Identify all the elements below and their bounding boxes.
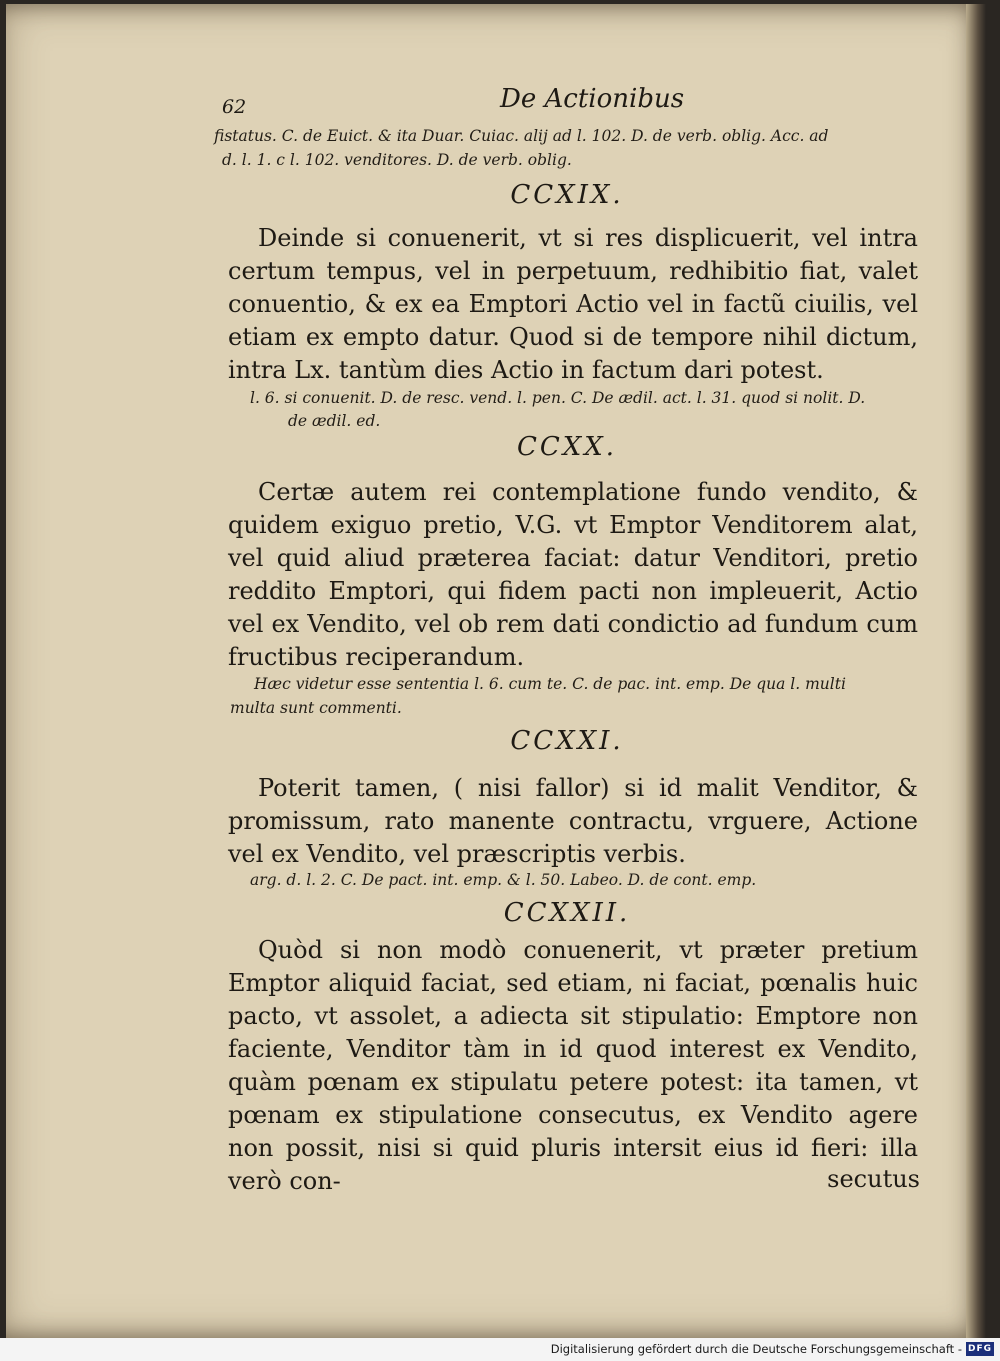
continuation-note-line-2: d. l. 1. c l. 102. venditores. D. de verb. oblig. — [222, 151, 572, 169]
section-heading-ccxxi: CCXXI. — [510, 726, 624, 756]
book-spine-edge — [966, 4, 986, 1338]
dfg-logo-icon: DFG — [967, 1344, 992, 1354]
section-note-ccxxi-line-1: arg. d. l. 2. C. De pact. int. emp. & l. 50. Labeo. D. de cont. emp. — [250, 871, 757, 889]
section-note-ccxx-line-1: Hæc videtur esse sententia l. 6. cum te. C. de pac. int. emp. De qua l. multi — [254, 675, 846, 693]
section-text-ccxxi: Poterit tamen, ( nisi fallor) si id malit Venditor, & promissum, rato manente contractu, vrguere, Actione vel ex Vendito, vel præscriptis verbis. — [228, 774, 918, 868]
section-text-ccxix: Deinde si conuenerit, vt si res displicuerit, vel intra certum tempus, vel in perpetuum, redhibitio fiat, valet conuentio, & ex ea Emptori Actio vel in factũ ciuilis, vel etiam ex empto datur. Quod si de tempore nihil dictum, intra Lx. tantùm dies Actio in factum dari potest. — [228, 224, 918, 384]
digitization-footer — [0, 1338, 1000, 1361]
section-heading-ccxxii: CCXXII. — [503, 898, 631, 928]
section-note-ccxx-line-2: multa sunt commenti. — [230, 699, 402, 717]
section-heading-ccxx: CCXX. — [516, 432, 618, 462]
section-text-ccxxii: Quòd si non modò conuenerit, vt præter pretium Emptor aliquid faciat, sed etiam, ni faciat, pœnalis huic pacto, vt assolet, a adiecta sit stipulatio: Emptore non faciente, Venditor tàm in id quod interest ex Vendito, quàm pœnam ex stipulatu petere potest: ita tamen, vt pœnam ex stipulatione consecutus, ex Vendito agere non possit, nisi si quid pluris intersit eius id fieri: illa verò con- — [228, 936, 918, 1195]
section-heading-ccxix: CCXIX. — [510, 180, 624, 210]
funding-notice: Digitalisierung gefördert durch die Deutsche Forschungsgemeinschaft - — [550, 1342, 962, 1356]
continuation-note-line-1: fistatus. C. de Euict. & ita Duar. Cuiac. alij ad l. 102. D. de verb. oblig. Acc. ad — [214, 127, 829, 145]
section-text-ccxx: Certæ autem rei contemplatione fundo vendito, & quidem exiguo pretio, V.G. vt Emptor Venditorem alat, vel quid aliud præterea faciat: datur Venditori, pretio reddito Emptori, qui fidem pacti non impleuerit, Actio vel ex Vendito, vel ob rem dati condictio ad fundum cum fructibus reciperandum. — [228, 478, 918, 671]
running-title: De Actionibus — [500, 84, 685, 114]
running-head — [210, 82, 920, 122]
page-number: 62 — [222, 96, 247, 118]
section-note-ccxix-line-1: l. 6. si conuenit. D. de resc. vend. l. pen. C. De ædil. act. l. 31. quod si nolit. D. — [250, 389, 866, 407]
section-note-ccxix-line-2: de ædil. ed. — [288, 412, 381, 430]
catchword: secutus — [827, 1165, 920, 1193]
